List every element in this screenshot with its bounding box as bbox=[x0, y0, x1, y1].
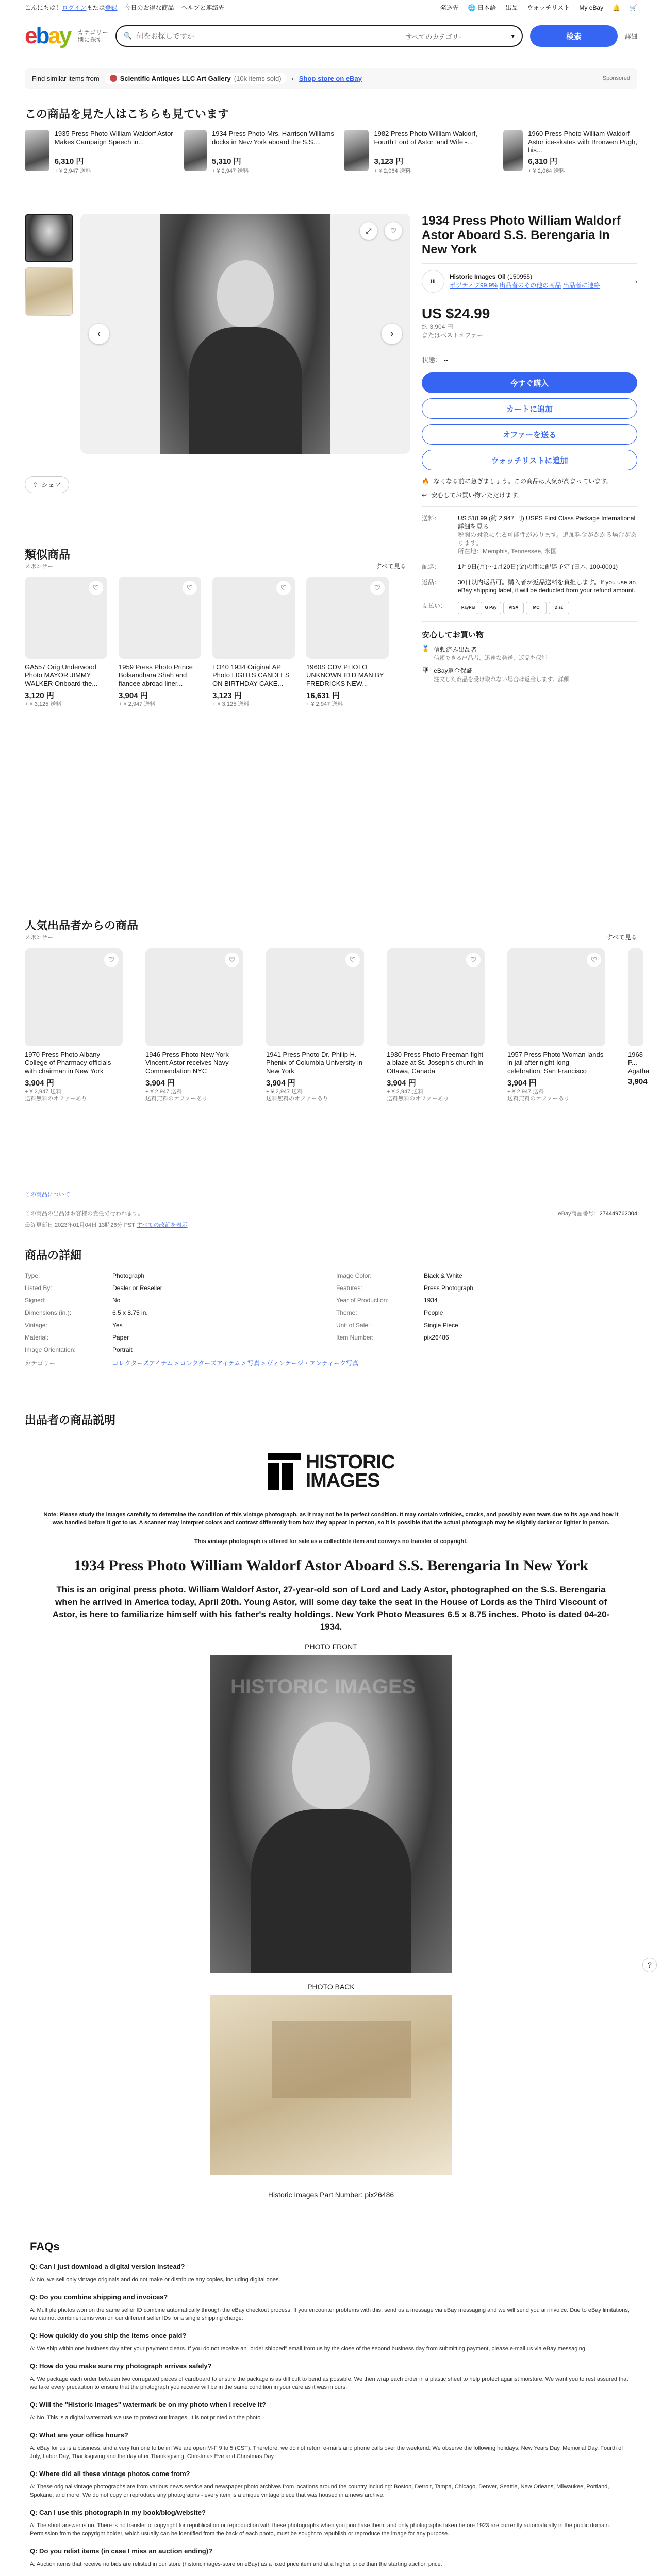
free-shipping-note: 送料無料のオファーあり bbox=[266, 1096, 328, 1102]
seller-contact-link[interactable]: 出品者に連絡 bbox=[562, 282, 600, 289]
share-button[interactable] bbox=[25, 476, 69, 493]
historic-images-mark-icon bbox=[268, 1453, 301, 1490]
item-shipping: + ¥ 2,064 送料 bbox=[374, 168, 411, 174]
spec-value: Press Photograph bbox=[424, 1284, 474, 1292]
greeting bbox=[25, 3, 117, 12]
spec-value: Dealer or Reseller bbox=[112, 1284, 162, 1292]
item-thumbnail bbox=[266, 948, 364, 1046]
add-watchlist-button[interactable]: ウォッチリストに追加 bbox=[422, 450, 637, 470]
best-offer-text: またはベストオファー bbox=[422, 332, 484, 339]
help-link[interactable]: ヘルプと連絡先 bbox=[181, 4, 225, 11]
photo-front-image bbox=[210, 1655, 452, 1973]
returns-row bbox=[422, 578, 637, 595]
condition-note: Note: Please study the images carefully to determine the condition of this vintage photograph, as it may not be in perfect condition. It may contain wrinkles, cracks, and possibly even tears due to its age and how it was handled before it got to us. A scanner may interpret colors and contrast differently from how they appear in person, so it is possible that the actual photograph may be slightly darker or lighter in person. bbox=[43, 1512, 619, 1526]
seller-description-header bbox=[25, 1412, 637, 1428]
heart-icon[interactable]: ♡ bbox=[183, 581, 197, 595]
condition-value: -- bbox=[443, 356, 449, 364]
item-price: 3,904 bbox=[628, 1077, 648, 1086]
spec-value: No bbox=[112, 1297, 121, 1304]
item-thumbnail bbox=[503, 130, 523, 171]
popular-seller-section bbox=[25, 917, 650, 1103]
guarantee-1-title: 信頼済み出品者 bbox=[433, 646, 477, 653]
guarantee-2-sub: 注文した商品を受け取れない場合は返金します。詳細 bbox=[434, 676, 570, 683]
faq-answer: A: Multiple photos won on the same seller ID combine automatically through the eBay checkout process. If you encounter problems with this, send us a message via eBay messaging and we will send you an invoice. Due to eBay limitations, we cannot combine items won on our different seller IDs for a single shipping charge. bbox=[30, 2307, 630, 2321]
item-shipping: + ¥ 2,947 送料 bbox=[387, 1089, 424, 1095]
spec-key: Signed: bbox=[25, 1297, 46, 1304]
portrait-suit bbox=[189, 327, 302, 454]
list-item[interactable] bbox=[266, 948, 364, 1103]
faq-answer: A: Auction items that receive no bids are relisted in our store (historicimages-store on eBay) as a fixed price item and at a higher price than the starting auction price. bbox=[30, 2561, 442, 2567]
popular-seller-sponsored: スポンサー bbox=[25, 935, 53, 941]
item-price: 3,904 円 bbox=[266, 1079, 295, 1088]
shipping-label: 送料： bbox=[422, 515, 441, 522]
recently-viewed-section bbox=[25, 106, 637, 175]
item-price: 3,123 円 bbox=[212, 691, 242, 700]
spec-key: Type: bbox=[25, 1272, 40, 1279]
spec-key: Year of Production: bbox=[336, 1297, 389, 1304]
item-location: 所在地：Memphis, Tennessee, 米国 bbox=[458, 548, 557, 555]
item-shipping: + ¥ 2,947 送料 bbox=[306, 701, 343, 707]
seller-responsibility: この商品の出品はお客様の責任で行われます。 bbox=[25, 1211, 144, 1217]
cart-icon[interactable]: 🛒 bbox=[630, 4, 637, 11]
guarantee-item bbox=[422, 666, 637, 683]
historic-images-logo bbox=[25, 1453, 637, 1490]
shield-icon: 🛡 bbox=[422, 666, 430, 673]
seller-other-items-link[interactable]: 出品者のその他の商品 bbox=[499, 282, 561, 289]
spec-value: Photograph bbox=[112, 1272, 145, 1279]
list-item[interactable] bbox=[306, 577, 389, 708]
item-shipping: + ¥ 2,064 送料 bbox=[528, 168, 565, 174]
gallery-thumbnail-back[interactable] bbox=[25, 267, 73, 316]
top-utility-bar bbox=[0, 0, 662, 15]
copyright-note: This vintage photograph is offered for sale as a collectible item and conveys no transfer of copyright. bbox=[194, 1538, 468, 1545]
store-banner-label: Find similar items from bbox=[32, 74, 100, 82]
item-title: LO40 1934 Original AP Photo LIGHTS CANDLES ON BIRTHDAY CAKE... bbox=[212, 663, 290, 687]
item-shipping: + ¥ 3,125 送料 bbox=[25, 701, 62, 707]
list-item[interactable] bbox=[507, 948, 605, 1103]
free-shipping-note: 送料無料のオファーあり bbox=[25, 1096, 87, 1102]
heart-icon[interactable]: ♡ bbox=[276, 581, 291, 595]
store-pill[interactable] bbox=[105, 73, 287, 84]
item-title: 1934 Press Photo Mrs. Harrison Williams docks in New York aboard the S.S.... bbox=[211, 130, 334, 146]
item-thumbnail bbox=[344, 130, 369, 171]
search-bar bbox=[115, 25, 523, 47]
spec-value: pix26486 bbox=[424, 1334, 449, 1341]
item-shipping: + ¥ 2,947 送料 bbox=[25, 1089, 62, 1095]
shop-by-category[interactable]: カテゴリー別に探す bbox=[77, 29, 108, 43]
visa-icon: VISA bbox=[503, 602, 524, 614]
returns-notice-text: 安心してお買い物いただけます。 bbox=[431, 492, 524, 499]
spec-key: Dimensions (in.): bbox=[25, 1309, 72, 1316]
spec-key: カテゴリー bbox=[25, 1360, 56, 1367]
item-price: 6,310 円 bbox=[54, 157, 84, 166]
gallery-thumbnail-front[interactable] bbox=[25, 214, 73, 262]
ship-to-link[interactable]: 発送先 bbox=[440, 4, 459, 11]
spec-value: People bbox=[424, 1309, 443, 1316]
list-item[interactable] bbox=[25, 948, 123, 1103]
logo-line-1: HISTORIC bbox=[305, 1451, 395, 1473]
list-item[interactable] bbox=[25, 130, 179, 175]
bell-icon[interactable]: 🔔 bbox=[613, 4, 621, 11]
part-number: Historic Images Part Number: pix26486 bbox=[268, 2191, 394, 2199]
ebay-item-number bbox=[558, 1209, 638, 1217]
shop-store-link[interactable]: Shop store on eBay bbox=[299, 74, 362, 82]
watermark-text: HISTORIC IMAGES bbox=[230, 1675, 416, 1698]
list-item[interactable] bbox=[387, 948, 485, 1103]
heart-icon[interactable]: ♡ bbox=[587, 953, 601, 967]
similar-items-title: 類似商品 bbox=[25, 548, 71, 561]
photo-back-label: PHOTO BACK bbox=[307, 1982, 355, 1991]
item-title: 1959 Press Photo Prince Bolsandhara Shah and fiancee abroad liner... bbox=[119, 663, 193, 687]
shipping-note: 税関の対象になる可能性があります。追加料金がかかる場合があります。 bbox=[458, 531, 637, 547]
spec-key: Features: bbox=[336, 1284, 362, 1292]
discover-icon: Disc bbox=[549, 602, 569, 614]
spec-key: Image Orientation: bbox=[25, 1346, 76, 1353]
my-ebay-link[interactable]: My eBay bbox=[579, 4, 604, 11]
item-price: 3,904 円 bbox=[387, 1079, 416, 1088]
returns-label: 返品： bbox=[422, 579, 441, 586]
seller-feedback-count: (150955) bbox=[507, 273, 533, 280]
faq-question: Q: Can I use this photograph in my book/blog/website? bbox=[30, 2509, 206, 2516]
faq-answer: A: No. This is a digital watermark we use to protect our images. It is not printed on the photo. bbox=[30, 2415, 262, 2421]
badge-icon: 🏅 bbox=[422, 645, 429, 652]
ebay-item-number-label: eBay商品番号： bbox=[558, 1211, 600, 1217]
recently-viewed-list bbox=[25, 130, 637, 175]
popular-seller-title: 人気出品者からの商品 bbox=[25, 919, 139, 932]
category-breadcrumb[interactable]: コレクターズアイテム > コレクターズアイテム > 写真 > ヴィンテージ・アンティーク写真 bbox=[112, 1360, 359, 1367]
condition-label: 状態： bbox=[422, 356, 442, 364]
register-link[interactable]: 登録 bbox=[105, 4, 118, 11]
item-title: 1968 P... Agatha bbox=[628, 1050, 650, 1075]
description-body: This is an original press photo. William Waldorf Astor, 27-year-old son of Lord and Lady Astor, photographed on the S.S. Berengaria when he arrived in America today, April 20th. Young Astor, will some day take the seat in the House of Lords as the Third Viscount of Astor, is here to familiarize himself with his father's realty holdings. New York Photo Measures 6.5 x 8.75 inches. Photo is dated 04-20-1934. bbox=[52, 1585, 610, 1632]
item-shipping: + ¥ 2,947 送料 bbox=[266, 1089, 303, 1095]
payment-row bbox=[422, 602, 637, 614]
faq-answer: A: eBay for us is a business, and a very fun one to be in! We are open M-F 9 to 5 (CST). Therefore, we do not return e-mails and phone calls over the weekend. We observe the following holidays: New Years Day, Memorial Day, Fourth of July, Labor Day, Thanksgiving and the day after Thanksgiving, Christmas Eve and Christmas Day. bbox=[30, 2445, 623, 2460]
item-price: 3,904 円 bbox=[145, 1079, 175, 1088]
topbar-left bbox=[25, 3, 224, 12]
spec-value: Yes bbox=[112, 1321, 123, 1329]
faq-question: Q: How do you make sure my photograph arrives safely? bbox=[30, 2362, 212, 2370]
list-item[interactable] bbox=[25, 577, 107, 708]
spec-key: Unit of Sale: bbox=[336, 1321, 370, 1329]
faq-question: Q: Do you combine shipping and invoices? bbox=[30, 2293, 168, 2301]
spec-value: Single Piece bbox=[424, 1321, 458, 1329]
chevron-right-icon[interactable]: › bbox=[635, 277, 637, 285]
item-thumbnail bbox=[387, 948, 485, 1046]
seller-logo[interactable]: HI bbox=[422, 270, 444, 293]
item-price: 3,904 円 bbox=[119, 691, 148, 700]
search-icon: 🔍 bbox=[124, 32, 133, 40]
item-price: 3,904 円 bbox=[507, 1079, 537, 1088]
delivery-row bbox=[422, 563, 637, 571]
list-item[interactable] bbox=[145, 948, 243, 1103]
faq-answer: A: No, we sell only vintage originals and do not make or distribute any copies, including digital ones. bbox=[30, 2277, 280, 2283]
free-shipping-note: 送料無料のオファーあり bbox=[507, 1096, 570, 1102]
item-shipping: + ¥ 2,947 送料 bbox=[145, 1089, 183, 1095]
item-thumbnail bbox=[507, 948, 605, 1046]
language-select[interactable] bbox=[468, 3, 496, 12]
item-thumbnail bbox=[25, 577, 107, 659]
faq-answer: A: We package each order between two corrugated pieces of cardboard to ensure the package is as difficult to bend as possible. We then wrap each order in a plastic sheet to help protect against moisture. We want you to rest assured that we take every precaution to ensure that the photograph you receive will be in the same condition in your care as it was in ours. bbox=[30, 2376, 628, 2391]
faq-question: Q: How quickly do you ship the items once paid? bbox=[30, 2332, 187, 2340]
advanced-search-link[interactable]: 詳細 bbox=[624, 32, 637, 40]
item-title: 1930 Press Photo Freeman fight a blaze at St. Joseph's church in Ottawa, Canada bbox=[387, 1050, 484, 1075]
see-all-link[interactable]: すべて見る bbox=[375, 563, 406, 570]
heart-icon[interactable]: ♡ bbox=[385, 222, 402, 240]
caption-slip bbox=[272, 2021, 411, 2098]
heart-icon[interactable]: ♡ bbox=[89, 581, 103, 595]
delivery-value: 1月9日(月)～1月20日(金)の間に配達予定 (日本, 100-0001) bbox=[458, 563, 618, 570]
similar-items-sponsored: スポンサー bbox=[25, 564, 53, 570]
product-title: 1934 Press Photo William Waldorf Astor Aboard S.S. Berengaria In New York bbox=[422, 214, 621, 257]
heart-icon[interactable]: ♡ bbox=[466, 953, 481, 967]
faq-question: Q: Where did all these vintage photos come from? bbox=[30, 2470, 190, 2478]
category-select[interactable]: すべてのカテゴリー bbox=[399, 31, 507, 41]
item-price: US $24.99 bbox=[422, 306, 490, 321]
seller-description bbox=[25, 1448, 637, 2576]
item-title: GA557 Orig Underwood Photo MAYOR JIMMY WALKER Onboard the... bbox=[25, 663, 98, 687]
item-price-jpy: 約 3,904 円 bbox=[422, 323, 453, 330]
heart-icon[interactable]: ♡ bbox=[370, 581, 385, 595]
item-specifics-grid bbox=[25, 1272, 637, 1367]
list-item[interactable] bbox=[628, 948, 650, 1103]
free-shipping-note: 送料無料のオファーあり bbox=[387, 1096, 449, 1102]
guarantee-1-sub: 信頼できる出品者、迅速な発送、返品を保証 bbox=[433, 655, 547, 662]
item-thumbnail bbox=[628, 948, 643, 1046]
item-title: 1970 Press Photo Albany College of Pharmacy officials with chairman in New York bbox=[25, 1050, 111, 1075]
item-specifics-section bbox=[25, 1247, 637, 1367]
free-shipping-note: 送料無料のオファーあり bbox=[145, 1096, 208, 1102]
shipping-value: US $18.99 (約 2,947 円) USPS First Class Package International 詳細を見る bbox=[458, 515, 636, 530]
item-price: 3,120 円 bbox=[25, 691, 54, 700]
language-label: 日本語 bbox=[477, 4, 496, 11]
watchlist-link[interactable]: ウォッチリスト bbox=[527, 4, 570, 11]
item-price: 5,310 円 bbox=[211, 157, 241, 166]
spec-value: Paper bbox=[112, 1334, 129, 1341]
item-price: 6,310 円 bbox=[528, 157, 557, 166]
faq-title: FAQs bbox=[30, 2240, 60, 2253]
photo-front-label: PHOTO FRONT bbox=[305, 1642, 357, 1651]
item-specifics-title: 商品の詳細 bbox=[25, 1249, 82, 1262]
item-thumbnail bbox=[212, 577, 295, 659]
gallery-thumbnails bbox=[25, 214, 76, 321]
greeting-prefix: こんにちは！ bbox=[25, 4, 62, 11]
or-text: または bbox=[86, 4, 105, 11]
item-thumbnail bbox=[25, 948, 123, 1046]
report-item-link[interactable]: この商品について bbox=[25, 1192, 70, 1198]
spec-value: Portrait bbox=[112, 1346, 133, 1353]
daily-deals-link[interactable]: 今日のお得な商品 bbox=[124, 4, 174, 11]
product-info-column bbox=[422, 214, 637, 683]
item-shipping: + ¥ 2,947 送料 bbox=[119, 701, 156, 707]
chevron-down-icon: ▾ bbox=[511, 32, 515, 40]
portrait-suit bbox=[251, 1809, 411, 1973]
heart-icon[interactable]: ♡ bbox=[225, 953, 239, 967]
ebay-item-number-value: 274449762004 bbox=[599, 1211, 637, 1217]
store-name: Scientific Antiques LLC Art Gallery bbox=[120, 74, 231, 82]
spec-key: Material: bbox=[25, 1334, 49, 1341]
mastercard-icon: MC bbox=[526, 602, 547, 614]
item-thumbnail bbox=[306, 577, 389, 659]
item-title: 1960 Press Photo William Waldorf Astor ice-skates with Bronwen Pugh, his... bbox=[528, 130, 637, 154]
list-item[interactable] bbox=[503, 130, 637, 175]
divider bbox=[422, 621, 637, 622]
delivery-label: 配達： bbox=[422, 563, 441, 570]
divider bbox=[422, 263, 637, 264]
item-shipping: + ¥ 2,947 送料 bbox=[507, 1089, 544, 1095]
main-product-image[interactable] bbox=[80, 214, 410, 454]
spec-value: 6.5 x 8.75 in. bbox=[112, 1309, 148, 1316]
heart-icon[interactable]: ♡ bbox=[345, 953, 360, 967]
ebay-logo[interactable]: ebay bbox=[25, 23, 71, 48]
return-arrow-icon: ↩ bbox=[422, 491, 427, 499]
item-shipping: + ¥ 2,947 送料 bbox=[54, 168, 91, 174]
faq-question: Q: Do you relist items (in case I miss an auction ending)? bbox=[30, 2547, 212, 2555]
sponsored-label: Sponsored bbox=[602, 75, 630, 81]
google-pay-icon: G Pay bbox=[481, 602, 501, 614]
list-item[interactable] bbox=[212, 577, 295, 708]
list-item[interactable] bbox=[344, 130, 499, 175]
guarantee-title: 安心してお買い物 bbox=[422, 631, 484, 639]
item-thumbnail bbox=[25, 130, 49, 171]
historic-images-wordmark bbox=[306, 1453, 395, 1490]
sign-in-link[interactable]: ログイン bbox=[62, 4, 87, 11]
item-price: 3,123 円 bbox=[374, 157, 404, 166]
faq-answer: A: We ship within one business day after your payment clears. If you do not receive an "order shipped" email from us by the close of the second business day from submitting payment, please e-mail us via eBay messaging. bbox=[30, 2346, 587, 2352]
spec-key: Theme: bbox=[336, 1309, 357, 1316]
item-price: 3,904 円 bbox=[25, 1079, 54, 1088]
returns-value: 30日以内返品可。購入者が返品送料を負担します。If you use an eBay shipping label, it will be deducted from your refund amount. bbox=[458, 579, 636, 594]
last-updated: 最終更新日 2023年01月04日 13時26分 PST bbox=[25, 1222, 135, 1228]
photo-back-image bbox=[210, 1995, 452, 2175]
search-button[interactable]: 検索 bbox=[530, 25, 618, 47]
description-title: 1934 Press Photo William Waldorf Astor Aboard S.S. Berengaria In New York bbox=[73, 1557, 589, 1574]
similar-items-section bbox=[25, 546, 406, 708]
returns-notice bbox=[422, 490, 637, 499]
share-label: シェア bbox=[41, 481, 61, 489]
sell-link[interactable]: 出品 bbox=[505, 4, 518, 11]
spec-value: Black & White bbox=[424, 1272, 462, 1279]
seller-name[interactable]: Historic Images Oil bbox=[450, 273, 506, 280]
store-banner bbox=[25, 68, 637, 89]
prev-image-button[interactable]: ‹ bbox=[89, 324, 109, 344]
guarantee-2-title: eBay返金保証 bbox=[434, 667, 473, 674]
similar-items-carousel bbox=[25, 577, 406, 708]
spec-key: Image Color: bbox=[336, 1272, 372, 1279]
guarantee-item bbox=[422, 645, 637, 662]
share-icon: ⇪ bbox=[32, 480, 38, 488]
payment-label: 支払い： bbox=[422, 602, 447, 609]
see-all-link[interactable]: すべて見る bbox=[606, 934, 637, 941]
item-title: 1957 Press Photo Woman lands in jail after night-long celebration, San Francisco bbox=[507, 1050, 604, 1075]
item-title: 1946 Press Photo New York Vincent Astor receives Navy Commendation NYC bbox=[145, 1050, 229, 1075]
list-item[interactable] bbox=[119, 577, 201, 708]
expand-icon[interactable]: ⤢ bbox=[360, 222, 377, 240]
item-thumbnail bbox=[145, 948, 243, 1046]
heart-icon[interactable]: ♡ bbox=[104, 953, 119, 967]
globe-icon: 🌐 bbox=[468, 4, 476, 11]
popular-notice bbox=[422, 477, 637, 485]
buy-now-button[interactable]: 今すぐ購入 bbox=[422, 372, 637, 393]
list-item[interactable] bbox=[184, 130, 339, 175]
popular-text: なくなる前に急ぎましょう。この商品は人気が高まっています。 bbox=[433, 478, 613, 485]
item-title: 1960S CDV PHOTO UNKNOWN ID'D MAN BY FREDRICKS NEW... bbox=[306, 663, 384, 687]
item-shipping: + ¥ 2,947 送料 bbox=[211, 168, 249, 174]
recently-viewed-title: この商品を見た人はこちらも見ています bbox=[25, 108, 229, 121]
divider bbox=[422, 506, 637, 507]
store-items-sold: (10k items sold) bbox=[234, 74, 282, 82]
item-meta bbox=[25, 1190, 637, 1229]
seller-description-title: 出品者の商品説明 bbox=[25, 1414, 116, 1427]
spec-key: Listed By: bbox=[25, 1284, 52, 1292]
faq-answer: A: The short answer is no. There is no transfer of copyright for republication or reproduction with these photographs when you purchase them, and only photographs taken before 1923 are currently automatically in the public domain. Permission from the copyright holder, which usually can be identified from the back of each photo, must be sought to republish or reproduce the image for any purpose. bbox=[30, 2522, 610, 2537]
help-button[interactable]: ? bbox=[642, 1958, 657, 1972]
faq-question: Q: Will the "Historic Images" watermark be on my photo when I receive it? bbox=[30, 2401, 266, 2409]
paypal-icon: PayPal bbox=[458, 602, 478, 614]
faq-section bbox=[25, 2240, 637, 2576]
next-image-button[interactable]: › bbox=[382, 324, 402, 344]
topbar-right bbox=[440, 3, 637, 12]
faq-question: Q: What are your office hours? bbox=[30, 2431, 128, 2439]
product-photo bbox=[160, 214, 330, 454]
item-thumbnail bbox=[119, 577, 201, 659]
item-price: 16,631 円 bbox=[306, 691, 340, 700]
seller-card bbox=[422, 270, 637, 293]
spec-key: Vintage: bbox=[25, 1321, 47, 1329]
spec-value: 1934 bbox=[424, 1297, 438, 1304]
portrait-face bbox=[217, 260, 274, 327]
seller-positive-link[interactable]: ポジティブ99.9% bbox=[450, 282, 498, 289]
popular-seller-carousel bbox=[25, 948, 650, 1103]
make-offer-button[interactable]: オファーを送る bbox=[422, 424, 637, 445]
add-to-cart-button[interactable]: カートに追加 bbox=[422, 398, 637, 419]
faq-answer: A: These original vintage photographs are from various news service and newspaper photo archives from locations around the country including: Boston, Detroit, Tampa, Chicago, Denver, Seattle, New Orleans, Milwaukee, Portland, Spokane, and more. We do not copy or reproduce any photographs - every item is a unique vintage piece that was housed in a news archive. bbox=[30, 2484, 609, 2498]
logo-line-2: IMAGES bbox=[305, 1470, 380, 1492]
view-revisions-link[interactable]: すべての改訂を表示 bbox=[136, 1222, 188, 1228]
portrait-face bbox=[292, 1722, 370, 1809]
payment-methods bbox=[458, 602, 571, 614]
item-shipping: + ¥ 3,125 送料 bbox=[212, 701, 250, 707]
shipping-row bbox=[422, 514, 637, 555]
item-thumbnail bbox=[184, 130, 207, 171]
chevron-right-icon: › bbox=[291, 74, 294, 82]
search-input[interactable] bbox=[137, 32, 395, 40]
item-title: 1935 Press Photo William Waldorf Astor Makes Campaign Speech in... bbox=[54, 130, 173, 146]
condition-row bbox=[422, 354, 637, 364]
item-title: 1941 Press Photo Dr. Philip H. Phenix of Columbia University in New York bbox=[266, 1050, 363, 1075]
site-header bbox=[0, 15, 662, 57]
faq-question: Q: Can I just download a digital version instead? bbox=[30, 2263, 185, 2270]
spec-key: Item Number: bbox=[336, 1334, 374, 1341]
item-title: 1982 Press Photo William Waldorf, Fourth Lord of Astor, and Wife -... bbox=[374, 130, 477, 146]
flame-icon: 🔥 bbox=[422, 477, 429, 485]
store-icon bbox=[110, 75, 117, 82]
